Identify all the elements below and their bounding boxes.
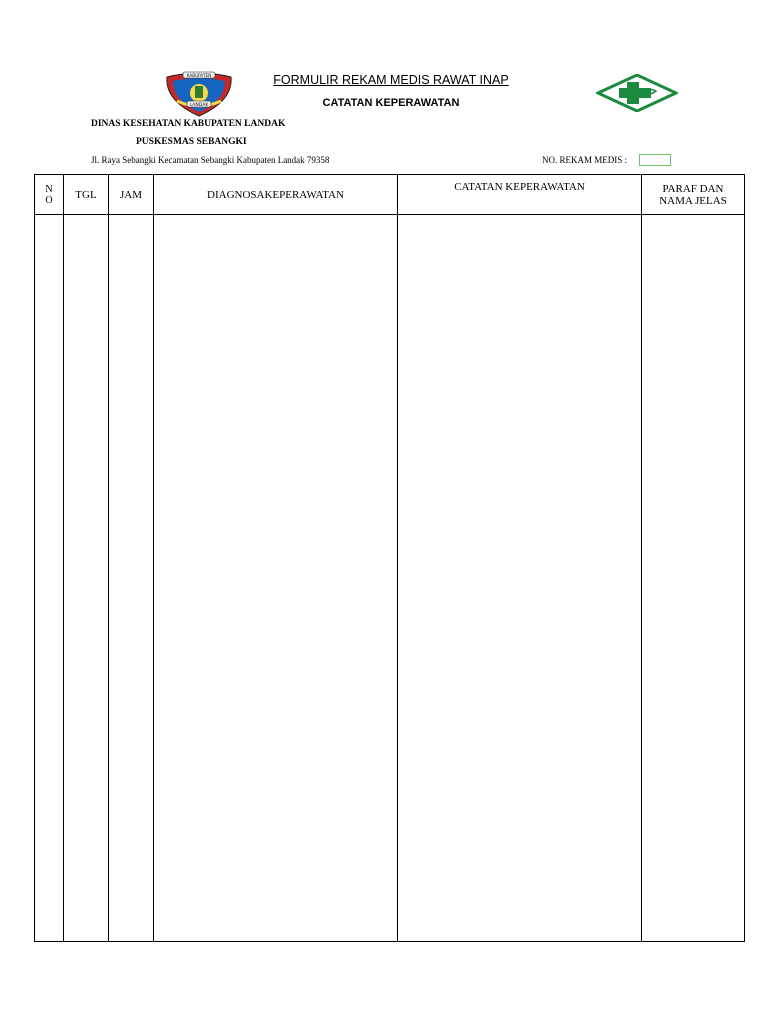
facility-name: PUSKESMAS SEBANGKI [136, 137, 247, 147]
column-header-line: O [45, 194, 53, 206]
cell-tgl[interactable] [64, 215, 109, 942]
column-header-line: N [45, 183, 53, 195]
table-header-row [35, 175, 745, 215]
table-row [35, 215, 745, 942]
column-header-line: TGL [75, 188, 97, 201]
cell-signature[interactable] [642, 215, 745, 942]
column-header-line: NAMA JELAS [659, 194, 727, 207]
column-header-no [35, 175, 64, 215]
cell-jam[interactable] [109, 215, 154, 942]
column-header-signature [642, 175, 745, 215]
column-header-tgl [64, 175, 109, 215]
column-header-line: DIAGNOSAKEPERAWATAN [207, 188, 344, 201]
nursing-notes-table [34, 174, 745, 942]
form-title: FORMULIR REKAM MEDIS RAWAT INAP [273, 73, 509, 87]
column-header-line: CATATAN KEPERAWATAN [454, 181, 585, 193]
kabupaten-landak-crest-icon [163, 71, 235, 117]
column-header-line: PARAF DAN [662, 182, 724, 195]
agency-name: DINAS KESEHATAN KABUPATEN LANDAK [91, 119, 286, 129]
crest-banner-top: KABUPATEN [186, 73, 212, 78]
cell-no[interactable] [35, 215, 64, 942]
column-header-line: JAM [119, 188, 142, 201]
cell-notes[interactable] [398, 215, 642, 942]
medical-record-number-field[interactable] [639, 154, 671, 166]
medical-record-label: NO. REKAM MEDIS : [542, 155, 628, 165]
cell-diagnosis[interactable] [154, 215, 398, 942]
crest-banner-bottom: LANDAK [189, 103, 209, 108]
column-header-jam [109, 175, 154, 215]
column-header-notes [398, 175, 642, 215]
facility-address: Jl. Raya Sebangki Kecamatan Sebangki Kabupaten Landak 79358 [91, 155, 330, 165]
column-header-diagnosis [154, 175, 398, 215]
form-subtitle: CATATAN KEPERAWATAN [322, 97, 460, 109]
health-cross-icon [596, 74, 678, 112]
